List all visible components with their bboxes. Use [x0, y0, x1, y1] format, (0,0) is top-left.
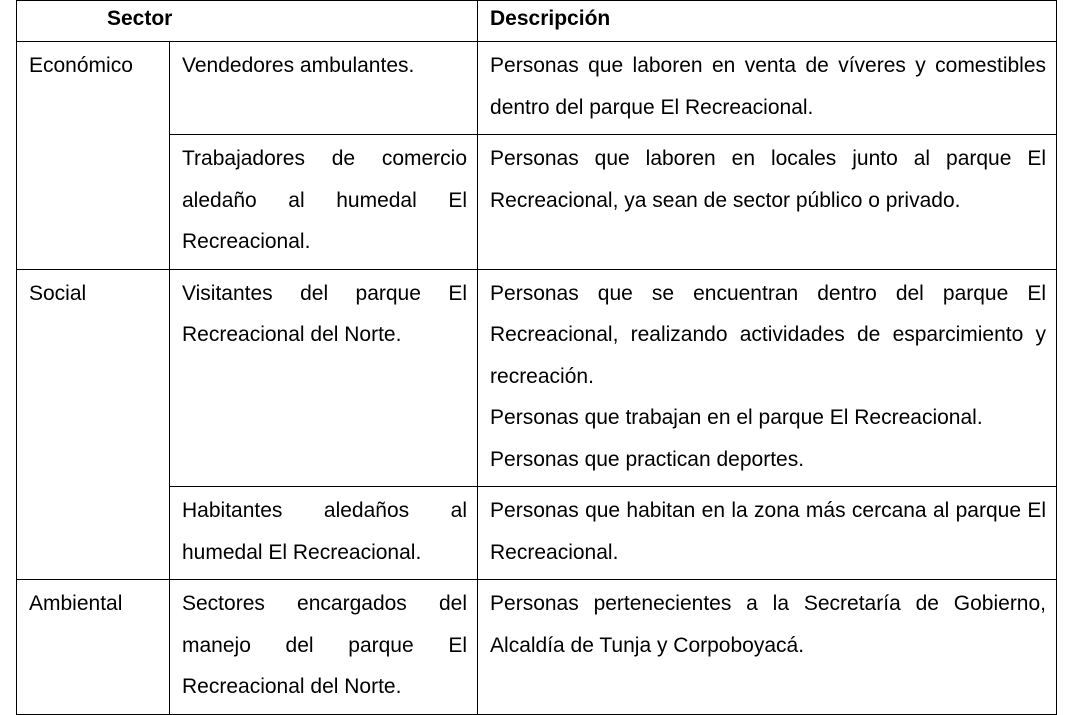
stakeholder-cell: Vendedores ambulantes. [170, 42, 478, 135]
header-description: Descripción [478, 1, 1057, 42]
stakeholder-cell: Sectores encargados del manejo del parque El Recreacional del Norte. [170, 580, 478, 715]
table-row [17, 487, 1057, 580]
stakeholder-cell: Trabajadores de comercio aledaño al humedal El Recreacional. [170, 135, 478, 270]
sector-cell-ambiental: Ambiental [17, 580, 170, 715]
sector-cell-economico: Económico [17, 42, 170, 270]
stakeholder-cell: Habitantes aledaños al humedal El Recreacional. [170, 487, 478, 580]
stakeholders-table [16, 0, 1057, 715]
header-row [17, 1, 1057, 42]
table-row [17, 135, 1057, 270]
description-line: Personas que trabajan en el parque El Recreacional. [490, 406, 983, 429]
description-line: Personas que practican deportes. [490, 447, 805, 471]
header-sector: Sector [17, 1, 478, 42]
table-row [17, 42, 1057, 135]
description-cell: Personas que laboren en locales junto al parque El Recreacional, ya sean de sector público o privado. [478, 135, 1057, 270]
description-cell: Personas que laboren en venta de víveres y comestibles dentro del parque El Recreacional. [478, 42, 1057, 135]
description-cell: Personas que habitan en la zona más cercana al parque El Recreacional. [478, 487, 1057, 580]
description-cell [478, 269, 1057, 487]
sector-cell-social: Social [17, 269, 170, 580]
table-row [17, 580, 1057, 715]
description-line: Personas que se encuentran dentro del parque El Recreacional, realizando actividades de esparcimiento y recreación. [490, 281, 1047, 388]
description-cell: Personas pertenecientes a la Secretaría de Gobierno, Alcaldía de Tunja y Corpoboyacá. [478, 580, 1057, 715]
table-row [17, 269, 1057, 487]
stakeholder-cell: Visitantes del parque El Recreacional del Norte. [170, 269, 478, 487]
